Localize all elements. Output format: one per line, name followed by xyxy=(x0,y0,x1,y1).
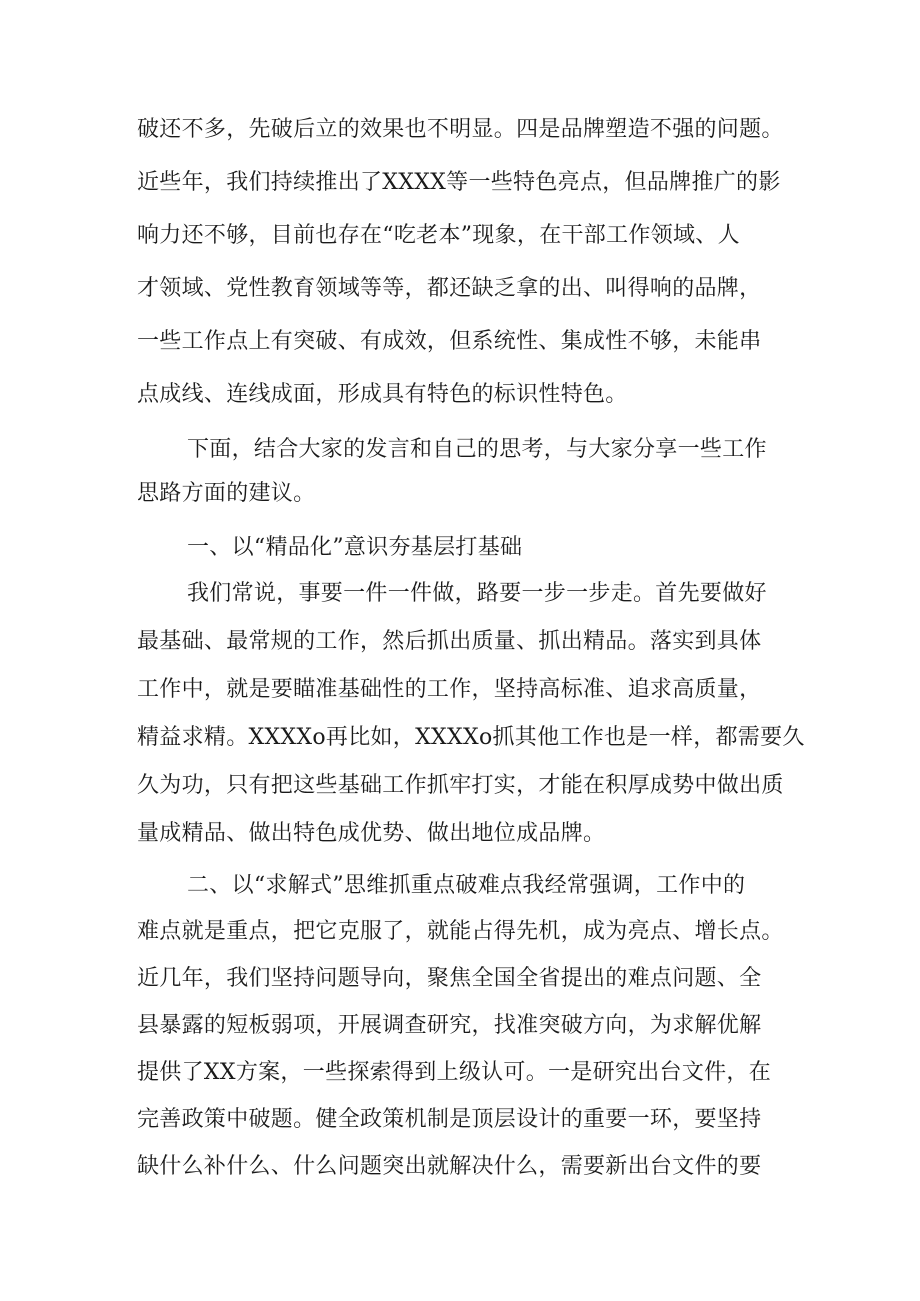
text-line: 思路方面的建议。 xyxy=(137,481,316,506)
text-line: 完善政策中破题。健全政策机制是顶层设计的重要一环，要坚持 xyxy=(137,1107,762,1132)
text-line: 久为功，只有把这些基础工作抓牢打实，才能在积厚成势中做出质 xyxy=(137,773,784,798)
text-line: 才领域、党性教育领域等等，都还缺乏拿的出、叫得响的品牌， xyxy=(137,276,762,301)
text-line: 难点就是重点，把它克服了，就能占得先机，成为亮点、增长点。 xyxy=(137,919,784,944)
section-heading: 一、以“精品化”意识夯基层打基础 xyxy=(187,535,523,560)
text-line: 缺什么补什么、什么问题突出就解决什么，需要新出台文件的要 xyxy=(137,1154,762,1179)
text-line: 工作中，就是要瞄准基础性的工作，坚持高标准、追求高质量， xyxy=(137,677,762,702)
text-line: 近些年，我们持续推出了XXXX等一些特色亮点，但品牌推广的影 xyxy=(137,170,781,195)
section-heading: 二、以“求解式”思维抓重点破难点我经常强调，工作中的 xyxy=(187,873,746,898)
text-line: 县暴露的短板弱项，开展调查研究，找准突破方向，为求解优解 xyxy=(137,1013,762,1038)
text-line: 点成线、连线成面，形成具有特色的标识性特色。 xyxy=(137,382,628,407)
text-line: 最基础、最常规的工作，然后抓出质量、抓出精品。落实到具体 xyxy=(137,629,762,654)
text-line: 响力还不够，目前也存在“吃老本”现象，在干部工作领域、人 xyxy=(137,223,740,248)
text-line: 一些工作点上有突破、有成效，但系统性、集成性不够，未能串 xyxy=(137,329,762,354)
text-line: 精益求精。XXXXo再比如，XXXXo抓其他工作也是一样，都需要久 xyxy=(137,725,805,750)
text-line: 提供了XX方案，一些探索得到上级认可。一是研究出台文件，在 xyxy=(137,1060,772,1085)
paragraph-start-line: 我们常说，事要一件一件做，路要一步一步走。首先要做好 xyxy=(187,581,767,606)
paragraph-start-line: 下面，结合大家的发言和自己的思考，与大家分享一些工作 xyxy=(187,437,767,462)
text-line: 近几年，我们坚持问题导向，聚焦全国全省提出的难点问题、全 xyxy=(137,966,762,991)
text-line: 破还不多，先破后立的效果也不明显。四是品牌塑造不强的问题。 xyxy=(137,117,784,142)
text-line: 量成精品、做出特色成优势、做出地位成品牌。 xyxy=(137,821,606,846)
